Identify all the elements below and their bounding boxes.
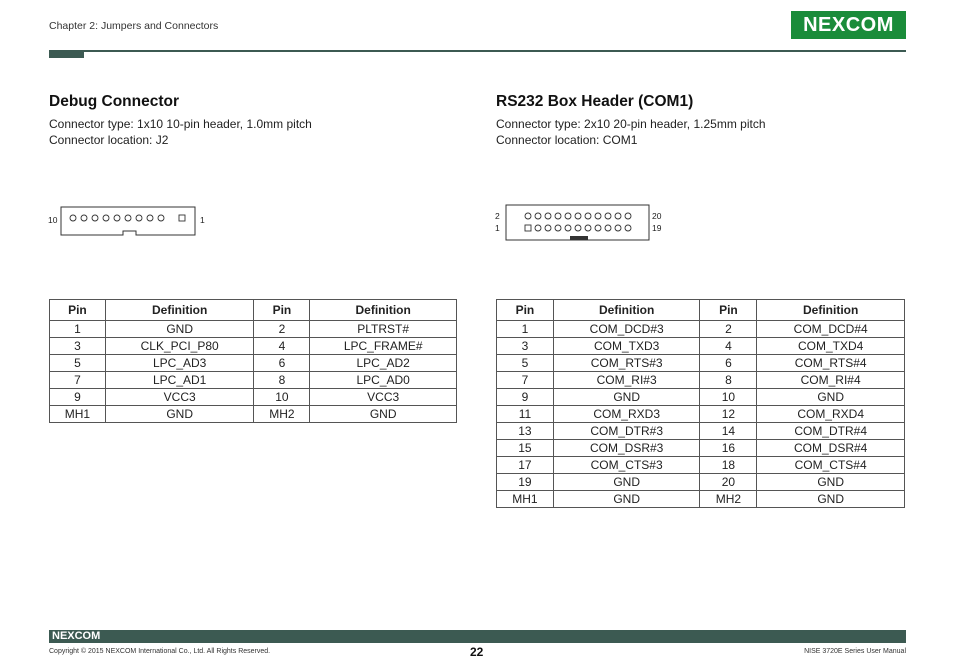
- table-cell: MH1: [497, 491, 554, 508]
- table-cell: GND: [553, 491, 700, 508]
- table-cell: 8: [254, 372, 310, 389]
- table-cell: GND: [553, 474, 700, 491]
- table-cell: COM_DTR#4: [757, 423, 905, 440]
- table-cell: COM_CTS#4: [757, 457, 905, 474]
- debug-title: Debug Connector: [49, 93, 180, 110]
- table-cell: GND: [105, 321, 254, 338]
- table-row: [497, 389, 905, 406]
- table-cell: 3: [497, 338, 554, 355]
- table-cell: COM_RI#3: [553, 372, 700, 389]
- table-cell: 2: [700, 321, 757, 338]
- rs232-pin-label-19: 19: [652, 223, 662, 233]
- rs232-desc: [496, 116, 766, 148]
- table-cell: 15: [497, 440, 554, 457]
- table-cell: COM_DTR#3: [553, 423, 700, 440]
- table-row: [50, 355, 457, 372]
- table-cell: COM_RXD4: [757, 406, 905, 423]
- rs232-pin-label-20: 20: [652, 211, 662, 221]
- table-cell: 20: [700, 474, 757, 491]
- debug-location: Connector location: J2: [49, 133, 169, 147]
- rs232-section: [496, 93, 693, 111]
- table-cell: 16: [700, 440, 757, 457]
- header-cell: Definition: [553, 300, 700, 321]
- table-cell: 14: [700, 423, 757, 440]
- table-cell: COM_RXD3: [553, 406, 700, 423]
- table-cell: COM_RTS#4: [757, 355, 905, 372]
- footer-square-icon: [889, 630, 895, 636]
- table-cell: 1: [50, 321, 106, 338]
- table-cell: 17: [497, 457, 554, 474]
- table-row: [497, 423, 905, 440]
- footer-logo: NEXCOM: [52, 630, 101, 642]
- header-cell: Definition: [105, 300, 254, 321]
- table-cell: 19: [497, 474, 554, 491]
- table-cell: 13: [497, 423, 554, 440]
- table-cell: 1: [497, 321, 554, 338]
- debug-pin-label-left: 10: [48, 215, 58, 225]
- table-cell: GND: [553, 389, 700, 406]
- table-cell: 9: [497, 389, 554, 406]
- debug-desc: [49, 116, 312, 148]
- table-cell: 6: [700, 355, 757, 372]
- header-cell: Pin: [50, 300, 106, 321]
- table-cell: COM_TXD3: [553, 338, 700, 355]
- table-cell: VCC3: [310, 389, 457, 406]
- table-header-row: [50, 300, 457, 321]
- table-cell: COM_TXD4: [757, 338, 905, 355]
- copyright-text: Copyright © 2015 NEXCOM International Co., Ltd. All Rights Reserved.: [49, 648, 271, 655]
- table-cell: MH2: [254, 406, 310, 423]
- table-row: [497, 457, 905, 474]
- rs232-location: Connector location: COM1: [496, 133, 638, 147]
- table-cell: 10: [700, 389, 757, 406]
- header-cell: Definition: [310, 300, 457, 321]
- table-row: [50, 389, 457, 406]
- debug-pin-label-right: 1: [200, 215, 205, 225]
- logo-text: NEXCOM: [803, 13, 894, 36]
- rs232-title: RS232 Box Header (COM1): [496, 93, 694, 110]
- header-cell: Pin: [497, 300, 554, 321]
- table-cell: GND: [310, 406, 457, 423]
- table-cell: 5: [497, 355, 554, 372]
- table-cell: COM_DSR#4: [757, 440, 905, 457]
- table-row: [497, 338, 905, 355]
- table-cell: 11: [497, 406, 554, 423]
- nexcom-logo: [791, 11, 906, 39]
- table-row: [497, 474, 905, 491]
- table-cell: GND: [757, 389, 905, 406]
- rs232-pin-label-2: 2: [495, 211, 500, 221]
- table-row: [50, 372, 457, 389]
- table-cell: MH2: [700, 491, 757, 508]
- table-cell: 2: [254, 321, 310, 338]
- table-cell: COM_DCD#4: [757, 321, 905, 338]
- table-cell: 5: [50, 355, 106, 372]
- table-cell: 4: [254, 338, 310, 355]
- table-cell: LPC_AD3: [105, 355, 254, 372]
- footer-square-icon: [896, 637, 902, 643]
- table-row: [497, 406, 905, 423]
- debug-section: [49, 93, 179, 111]
- rs232-pin-table: [496, 299, 905, 508]
- rs232-connector-diagram: [505, 204, 650, 242]
- table-cell: 7: [50, 372, 106, 389]
- table-header-row: [497, 300, 905, 321]
- table-cell: CLK_PCI_P80: [105, 338, 254, 355]
- rs232-type: Connector type: 2x10 20-pin header, 1.25mm pitch: [496, 117, 766, 131]
- table-cell: LPC_AD2: [310, 355, 457, 372]
- table-cell: 6: [254, 355, 310, 372]
- table-cell: COM_RTS#3: [553, 355, 700, 372]
- table-row: [50, 321, 457, 338]
- table-cell: 9: [50, 389, 106, 406]
- table-cell: COM_RI#4: [757, 372, 905, 389]
- header-cell: Pin: [700, 300, 757, 321]
- debug-connector-diagram: [60, 206, 196, 240]
- debug-type: Connector type: 1x10 10-pin header, 1.0mm pitch: [49, 117, 312, 131]
- table-cell: LPC_AD1: [105, 372, 254, 389]
- table-cell: 18: [700, 457, 757, 474]
- table-row: [497, 321, 905, 338]
- table-row: [50, 338, 457, 355]
- header-cell: Pin: [254, 300, 310, 321]
- table-cell: 10: [254, 389, 310, 406]
- table-row: [497, 355, 905, 372]
- chapter-title: Chapter 2: Jumpers and Connectors: [49, 20, 219, 32]
- table-cell: COM_CTS#3: [553, 457, 700, 474]
- table-row: [50, 406, 457, 423]
- table-cell: COM_DCD#3: [553, 321, 700, 338]
- table-cell: 12: [700, 406, 757, 423]
- table-cell: GND: [105, 406, 254, 423]
- table-cell: 8: [700, 372, 757, 389]
- table-cell: LPC_FRAME#: [310, 338, 457, 355]
- table-cell: GND: [757, 491, 905, 508]
- footer-bar: [49, 630, 906, 643]
- header-tab-marker: [49, 50, 84, 58]
- debug-pin-table: [49, 299, 457, 423]
- table-cell: VCC3: [105, 389, 254, 406]
- table-cell: 3: [50, 338, 106, 355]
- manual-name: NISE 3720E Series User Manual: [804, 648, 906, 655]
- table-row: [497, 491, 905, 508]
- rs232-pin-label-1: 1: [495, 223, 500, 233]
- header-divider: [49, 50, 906, 52]
- table-cell: 7: [497, 372, 554, 389]
- header-cell: Definition: [757, 300, 905, 321]
- table-cell: GND: [757, 474, 905, 491]
- table-cell: MH1: [50, 406, 106, 423]
- table-cell: PLTRST#: [310, 321, 457, 338]
- table-cell: 4: [700, 338, 757, 355]
- table-row: [497, 440, 905, 457]
- table-cell: COM_DSR#3: [553, 440, 700, 457]
- table-cell: LPC_AD0: [310, 372, 457, 389]
- table-row: [497, 372, 905, 389]
- page-number: 22: [470, 645, 484, 659]
